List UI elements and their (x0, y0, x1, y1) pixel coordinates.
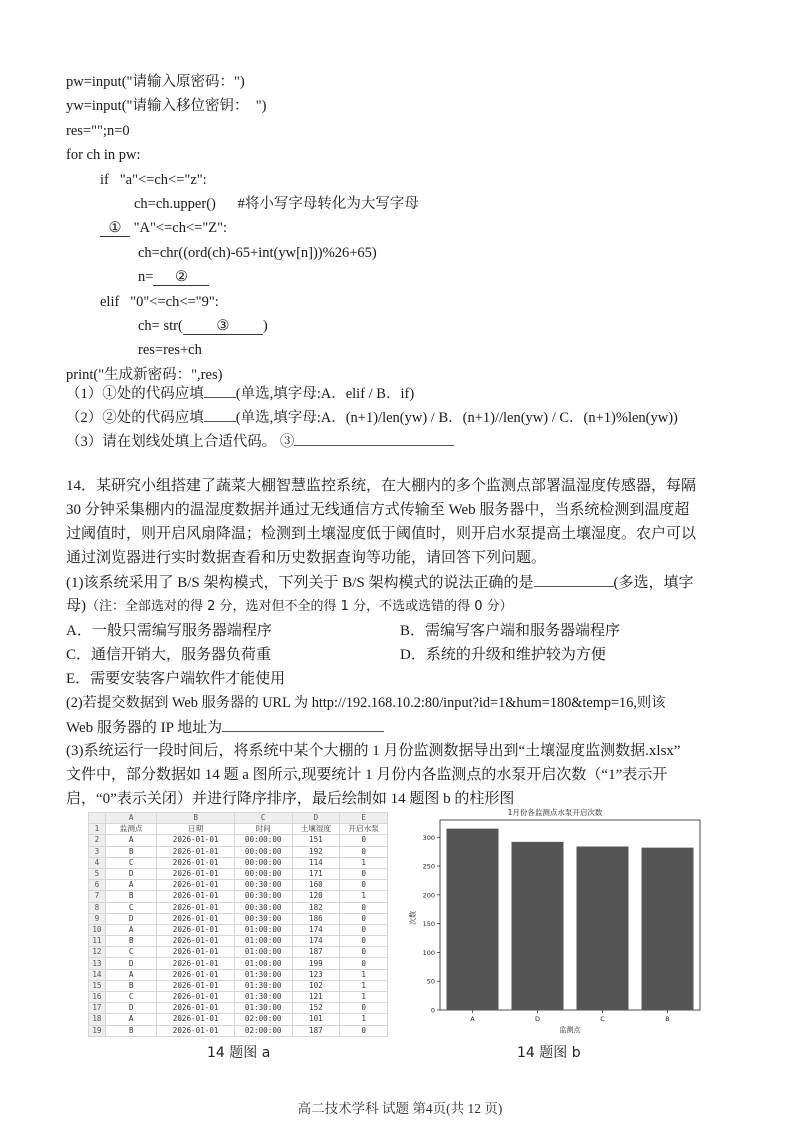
table-cell[interactable]: 2026-01-01 (157, 913, 234, 924)
table-cell[interactable]: 00:00:00 (234, 857, 292, 868)
table-cell[interactable]: 186 (292, 913, 340, 924)
question-text: （2）②处的代码应填 (66, 410, 204, 426)
table-cell[interactable]: 1 (340, 891, 388, 902)
code-line: yw=input("请输入移位密钥： ") (66, 98, 267, 115)
table-cell[interactable]: 2026-01-01 (157, 924, 234, 935)
question-text: Web 服务器的 IP 地址为 (66, 719, 223, 736)
table-cell[interactable]: 123 (292, 969, 340, 980)
option-a: A．一般只需编写服务器端程序 (66, 622, 272, 639)
table-cell[interactable]: D (105, 1003, 157, 1014)
code-block (66, 70, 766, 387)
code-text: ch= str( (138, 317, 183, 334)
subquestion-2: (2)若提交数据到 Web 服务器的 URL 为 http://192.168.10.2:80/input?id=1&hum=180&temp=16,则该 (66, 694, 666, 711)
answer-line[interactable] (222, 715, 384, 732)
table-cell[interactable]: 152 (292, 1003, 340, 1014)
table-cell[interactable]: 0 (340, 958, 388, 969)
table-cell[interactable]: 187 (292, 1025, 340, 1036)
table-cell[interactable]: 2026-01-01 (157, 1003, 234, 1014)
row-number[interactable]: 2 (89, 835, 106, 846)
y-axis-label: 次数 (409, 911, 417, 925)
code-line (66, 314, 766, 338)
paragraph-line: 14．某研究小组搭建了蔬菜大棚智慧监控系统，在大棚内的多个监测点部署温湿度传感器，每隔 (66, 478, 697, 494)
table-cell[interactable]: B (105, 891, 157, 902)
table-cell[interactable]: 0 (340, 868, 388, 879)
table-row (89, 902, 388, 913)
table-cell[interactable]: A (105, 835, 157, 846)
table-cell[interactable]: A (105, 880, 157, 891)
question-text: (1)该系统采用了 B/S 架构模式，下列关于 B/S 架构模式的说法正确的是 (66, 575, 534, 592)
table-cell[interactable]: 2026-01-01 (157, 936, 234, 947)
table-cell[interactable]: C (105, 947, 157, 958)
x-tick-label: C (600, 1015, 605, 1023)
question-text: （1）①处的代码应填 (66, 386, 204, 402)
question-1 (66, 381, 766, 405)
row-number[interactable]: 16 (89, 992, 106, 1003)
table-cell[interactable]: 00:00:00 (234, 846, 292, 857)
table-cell[interactable]: 2026-01-01 (157, 1014, 234, 1025)
table-cell[interactable]: 0 (340, 947, 388, 958)
row-number[interactable]: 17 (89, 1003, 106, 1014)
question-options: (单选,填字母:A．elif / B．if) (235, 386, 415, 402)
table-cell[interactable]: 1 (340, 992, 388, 1003)
row-number[interactable]: 1 (89, 824, 106, 835)
table-cell[interactable]: 2026-01-01 (157, 846, 234, 857)
y-tick-label: 150 (422, 920, 435, 929)
table-cell[interactable]: 0 (340, 880, 388, 891)
subquestion-1-note (66, 594, 752, 618)
question-text: 母) (66, 598, 86, 615)
paragraph-line: 过阈值时，则开启风扇降温；检测到土壤湿度低于阈值时，则开启水泵提高土壤湿度。农户可以 (66, 526, 697, 543)
table-cell[interactable]: 2026-01-01 (157, 857, 234, 868)
table-row (89, 835, 388, 846)
table-cell[interactable]: B (105, 846, 157, 857)
table-row (89, 924, 388, 935)
table-cell[interactable]: 2026-01-01 (157, 891, 234, 902)
table-cell[interactable]: B (105, 936, 157, 947)
table-row (89, 947, 388, 958)
spreadsheet-table (88, 812, 388, 1037)
row-number[interactable]: 8 (89, 902, 106, 913)
table-cell[interactable]: 160 (292, 880, 340, 891)
table-cell[interactable]: 02:00:00 (234, 1025, 292, 1036)
table-cell[interactable]: 01:30:00 (234, 992, 292, 1003)
row-number[interactable]: 11 (89, 936, 106, 947)
table-row (89, 992, 388, 1003)
table-cell[interactable]: 2026-01-01 (157, 980, 234, 991)
caption-figure-b: 14 题图 b (517, 1045, 581, 1061)
table-cell[interactable]: 00:00:00 (234, 835, 292, 846)
table-row (89, 891, 388, 902)
row-number[interactable]: 19 (89, 1025, 106, 1036)
answer-line[interactable] (204, 405, 236, 422)
page-footer: 高二技术学科 试题 第4页(共 12 页) (297, 1101, 503, 1116)
row-number[interactable]: 14 (89, 969, 106, 980)
x-tick-label: A (470, 1015, 475, 1023)
table-cell[interactable]: 1 (340, 857, 388, 868)
header-cell[interactable]: 日期 (157, 824, 234, 835)
code-line: res=res+ch (138, 342, 202, 359)
question-2 (66, 405, 766, 429)
table-cell[interactable]: 174 (292, 936, 340, 947)
table-cell[interactable]: 1 (340, 980, 388, 991)
paragraph-line: 30 分钟采集棚内的温湿度数据并通过无线通信方式传输至 Web 服务器中，当系统检测到温度超 (66, 502, 690, 519)
code-line: if "a"<=ch<="z": (100, 171, 207, 188)
table-cell[interactable]: C (105, 902, 157, 913)
bar-a (447, 829, 499, 1010)
table-cell[interactable]: 2026-01-01 (157, 902, 234, 913)
table-cell[interactable]: D (105, 913, 157, 924)
y-tick-label: 50 (426, 977, 435, 986)
row-number[interactable]: 12 (89, 947, 106, 958)
subquestion-3: (3)系统运行一段时间后，将系统中某个大棚的 1 月份监测数据导出到“土壤湿度监测数据.xlsx” (66, 743, 681, 760)
table-cell[interactable]: 0 (340, 913, 388, 924)
table-cell[interactable]: 2026-01-01 (157, 969, 234, 980)
header-cell[interactable]: 监测点 (105, 824, 157, 835)
header-cell[interactable]: 土壤湿度 (292, 824, 340, 835)
table-cell[interactable]: 2026-01-01 (157, 947, 234, 958)
paragraph-line: 通过浏览器进行实时数据查看和历史数据查询等功能，请回答下列问题。 (66, 550, 547, 567)
options-list (66, 619, 752, 691)
caption-figure-a: 14 题图 a (207, 1045, 271, 1061)
answer-line[interactable] (204, 381, 236, 398)
code-text: ch=ch.upper() (134, 195, 216, 212)
subquestion-1 (66, 570, 752, 594)
table-cell[interactable]: 00:30:00 (234, 880, 292, 891)
table-cell[interactable]: 2026-01-01 (157, 958, 234, 969)
option-d: D．系统的升级和维护较为方便 (400, 646, 606, 663)
code-line (66, 192, 766, 216)
table-cell[interactable]: 2026-01-01 (157, 992, 234, 1003)
table-cell[interactable]: 192 (292, 846, 340, 857)
code-line: res="";n=0 (66, 122, 130, 139)
table-cell[interactable]: D (105, 868, 157, 879)
code-comment: #将小写字母转化为大写字母 (237, 195, 419, 212)
table-row (89, 958, 388, 969)
table-cell[interactable]: 00:30:00 (234, 913, 292, 924)
table-cell[interactable]: 0 (340, 936, 388, 947)
question-text: (多选，填字 (613, 575, 694, 592)
table-cell[interactable]: 01:30:00 (234, 980, 292, 991)
bar-c (577, 846, 629, 1010)
table-cell[interactable]: 01:30:00 (234, 1003, 292, 1014)
option-c: C．通信开销大，服务器负荷重 (66, 646, 272, 663)
column-letter[interactable]: A (105, 813, 157, 824)
row-number[interactable]: 10 (89, 924, 106, 935)
table-cell[interactable]: D (105, 958, 157, 969)
column-letter-row (89, 813, 388, 824)
table-row (89, 846, 388, 857)
code-line: print("生成新密码：",res) (66, 366, 223, 383)
table-row (89, 913, 388, 924)
table-cell[interactable]: 01:00:00 (234, 947, 292, 958)
x-tick-label: D (534, 1015, 541, 1023)
bar-chart (405, 806, 710, 1036)
code-line (66, 265, 766, 289)
answer-line[interactable] (534, 570, 614, 587)
subquestion-2-cont (66, 715, 752, 739)
table-row (89, 1003, 388, 1014)
table-cell[interactable]: 120 (292, 891, 340, 902)
table-cell[interactable]: B (105, 1025, 157, 1036)
x-axis-label: 监测点 (559, 1026, 581, 1034)
column-letter[interactable]: E (340, 813, 388, 824)
table-cell[interactable]: 199 (292, 958, 340, 969)
table-cell[interactable]: 2026-01-01 (157, 1025, 234, 1036)
spreadsheet-figure-a (88, 812, 388, 1035)
table-cell[interactable]: 00:30:00 (234, 902, 292, 913)
code-line: for ch in pw: (66, 147, 141, 164)
column-letter[interactable]: C (234, 813, 292, 824)
row-number[interactable]: 3 (89, 846, 106, 857)
table-cell[interactable]: 02:00:00 (234, 1014, 292, 1025)
table-cell[interactable]: 187 (292, 947, 340, 958)
table-row (89, 880, 388, 891)
table-cell[interactable]: 182 (292, 902, 340, 913)
table-cell[interactable]: 01:00:00 (234, 924, 292, 935)
table-row (89, 1025, 388, 1036)
chart-title: 1月份各监测点水泵开启次数 (507, 808, 603, 817)
row-number[interactable]: 9 (89, 913, 106, 924)
question-options: (单选,填字母:A．(n+1)/len(yw) / B．(n+1)//len(yw) / C．(n+1)%len(yw)) (235, 410, 678, 426)
table-cell[interactable]: C (105, 992, 157, 1003)
bar-chart-figure-b (405, 806, 710, 1036)
table-cell[interactable]: 1 (340, 1014, 388, 1025)
option-e: E．需要安装客户端软件才能使用 (66, 670, 286, 687)
y-tick-label: 100 (422, 948, 435, 957)
column-letter[interactable]: D (292, 813, 340, 824)
table-cell[interactable]: 0 (340, 846, 388, 857)
question-3 (66, 429, 766, 453)
column-letter[interactable]: B (157, 813, 234, 824)
scoring-note: （注：全部选对的得 2 分，选对但不全的得 1 分，不选或选错的得 0 分） (86, 599, 513, 615)
y-tick-label: 200 (422, 891, 435, 900)
table-cell[interactable]: C (105, 857, 157, 868)
x-tick-label: B (665, 1015, 670, 1023)
row-number[interactable]: 7 (89, 891, 106, 902)
table-cell[interactable]: 01:00:00 (234, 936, 292, 947)
row-number[interactable]: 15 (89, 980, 106, 991)
table-cell[interactable]: 00:30:00 (234, 891, 292, 902)
table-row (89, 1014, 388, 1025)
header-cell[interactable]: 时间 (234, 824, 292, 835)
table-cell[interactable]: 174 (292, 924, 340, 935)
bar-d (512, 842, 564, 1010)
answer-blank-2[interactable]: ② (153, 267, 209, 286)
table-cell[interactable]: A (105, 1014, 157, 1025)
table-row (89, 980, 388, 991)
header-row (89, 824, 388, 835)
questions-13 (66, 381, 766, 453)
table-cell[interactable]: 101 (292, 1014, 340, 1025)
option-b: B．需编写客户端和服务器端程序 (400, 622, 621, 639)
table-cell[interactable]: 01:00:00 (234, 958, 292, 969)
question-14 (66, 474, 752, 811)
table-cell[interactable]: 0 (340, 1003, 388, 1014)
table-cell[interactable]: A (105, 924, 157, 935)
table-cell[interactable]: A (105, 969, 157, 980)
subquestion-3-cont: 文件中，部分数据如 14 题 a 图所示,现要统计 1 月份内各监测点的水泵开启次数（“1”表示开 (66, 767, 668, 784)
subquestion-3-cont: 启，“0”表示关闭）并进行降序排序，最后绘制如 14 题图 b 的柱形图 (66, 791, 515, 808)
table-cell[interactable]: 0 (340, 924, 388, 935)
table-cell[interactable]: 00:00:00 (234, 868, 292, 879)
code-line: elif "0"<=ch<="9": (100, 293, 219, 310)
row-number[interactable]: 6 (89, 880, 106, 891)
answer-line[interactable] (294, 429, 454, 446)
answer-blank-1[interactable]: ① (100, 218, 130, 237)
code-line (66, 216, 766, 240)
code-text: "A"<=ch<="Z": (130, 220, 228, 237)
table-row (89, 868, 388, 879)
table-cell[interactable]: 121 (292, 992, 340, 1003)
table-cell[interactable]: 0 (340, 902, 388, 913)
table-cell[interactable]: 102 (292, 980, 340, 991)
row-number[interactable]: 4 (89, 857, 106, 868)
row-number[interactable]: 13 (89, 958, 106, 969)
table-row (89, 857, 388, 868)
row-number[interactable]: 18 (89, 1014, 106, 1025)
table-row (89, 969, 388, 980)
table-cell[interactable]: B (105, 980, 157, 991)
y-tick-label: 250 (422, 862, 435, 871)
table-cell[interactable]: 0 (340, 1025, 388, 1036)
table-cell[interactable]: 151 (292, 835, 340, 846)
y-tick-label: 0 (430, 1006, 435, 1015)
table-cell[interactable]: 1 (340, 969, 388, 980)
row-number[interactable]: 5 (89, 868, 106, 879)
header-cell[interactable]: 开启水泵 (340, 824, 388, 835)
code-text: n= (138, 269, 154, 286)
code-line: ch=chr((ord(ch)-65+int(yw[n]))%26+65) (138, 244, 377, 261)
table-cell[interactable]: 114 (292, 857, 340, 868)
bar-b (642, 848, 694, 1010)
table-cell[interactable]: 01:30:00 (234, 969, 292, 980)
code-line: pw=input("请输入原密码：") (66, 74, 245, 90)
table-cell[interactable]: 0 (340, 835, 388, 846)
corner-cell (89, 813, 106, 824)
table-cell[interactable]: 2026-01-01 (157, 868, 234, 879)
table-row (89, 936, 388, 947)
y-tick-label: 300 (422, 833, 435, 842)
table-cell[interactable]: 2026-01-01 (157, 880, 234, 891)
answer-blank-3[interactable]: ③ (183, 316, 263, 335)
code-text: ) (262, 317, 268, 334)
table-cell[interactable]: 2026-01-01 (157, 835, 234, 846)
question-text: （3）请在划线处填上合适代码。 ③ (66, 434, 295, 450)
table-cell[interactable]: 171 (292, 868, 340, 879)
